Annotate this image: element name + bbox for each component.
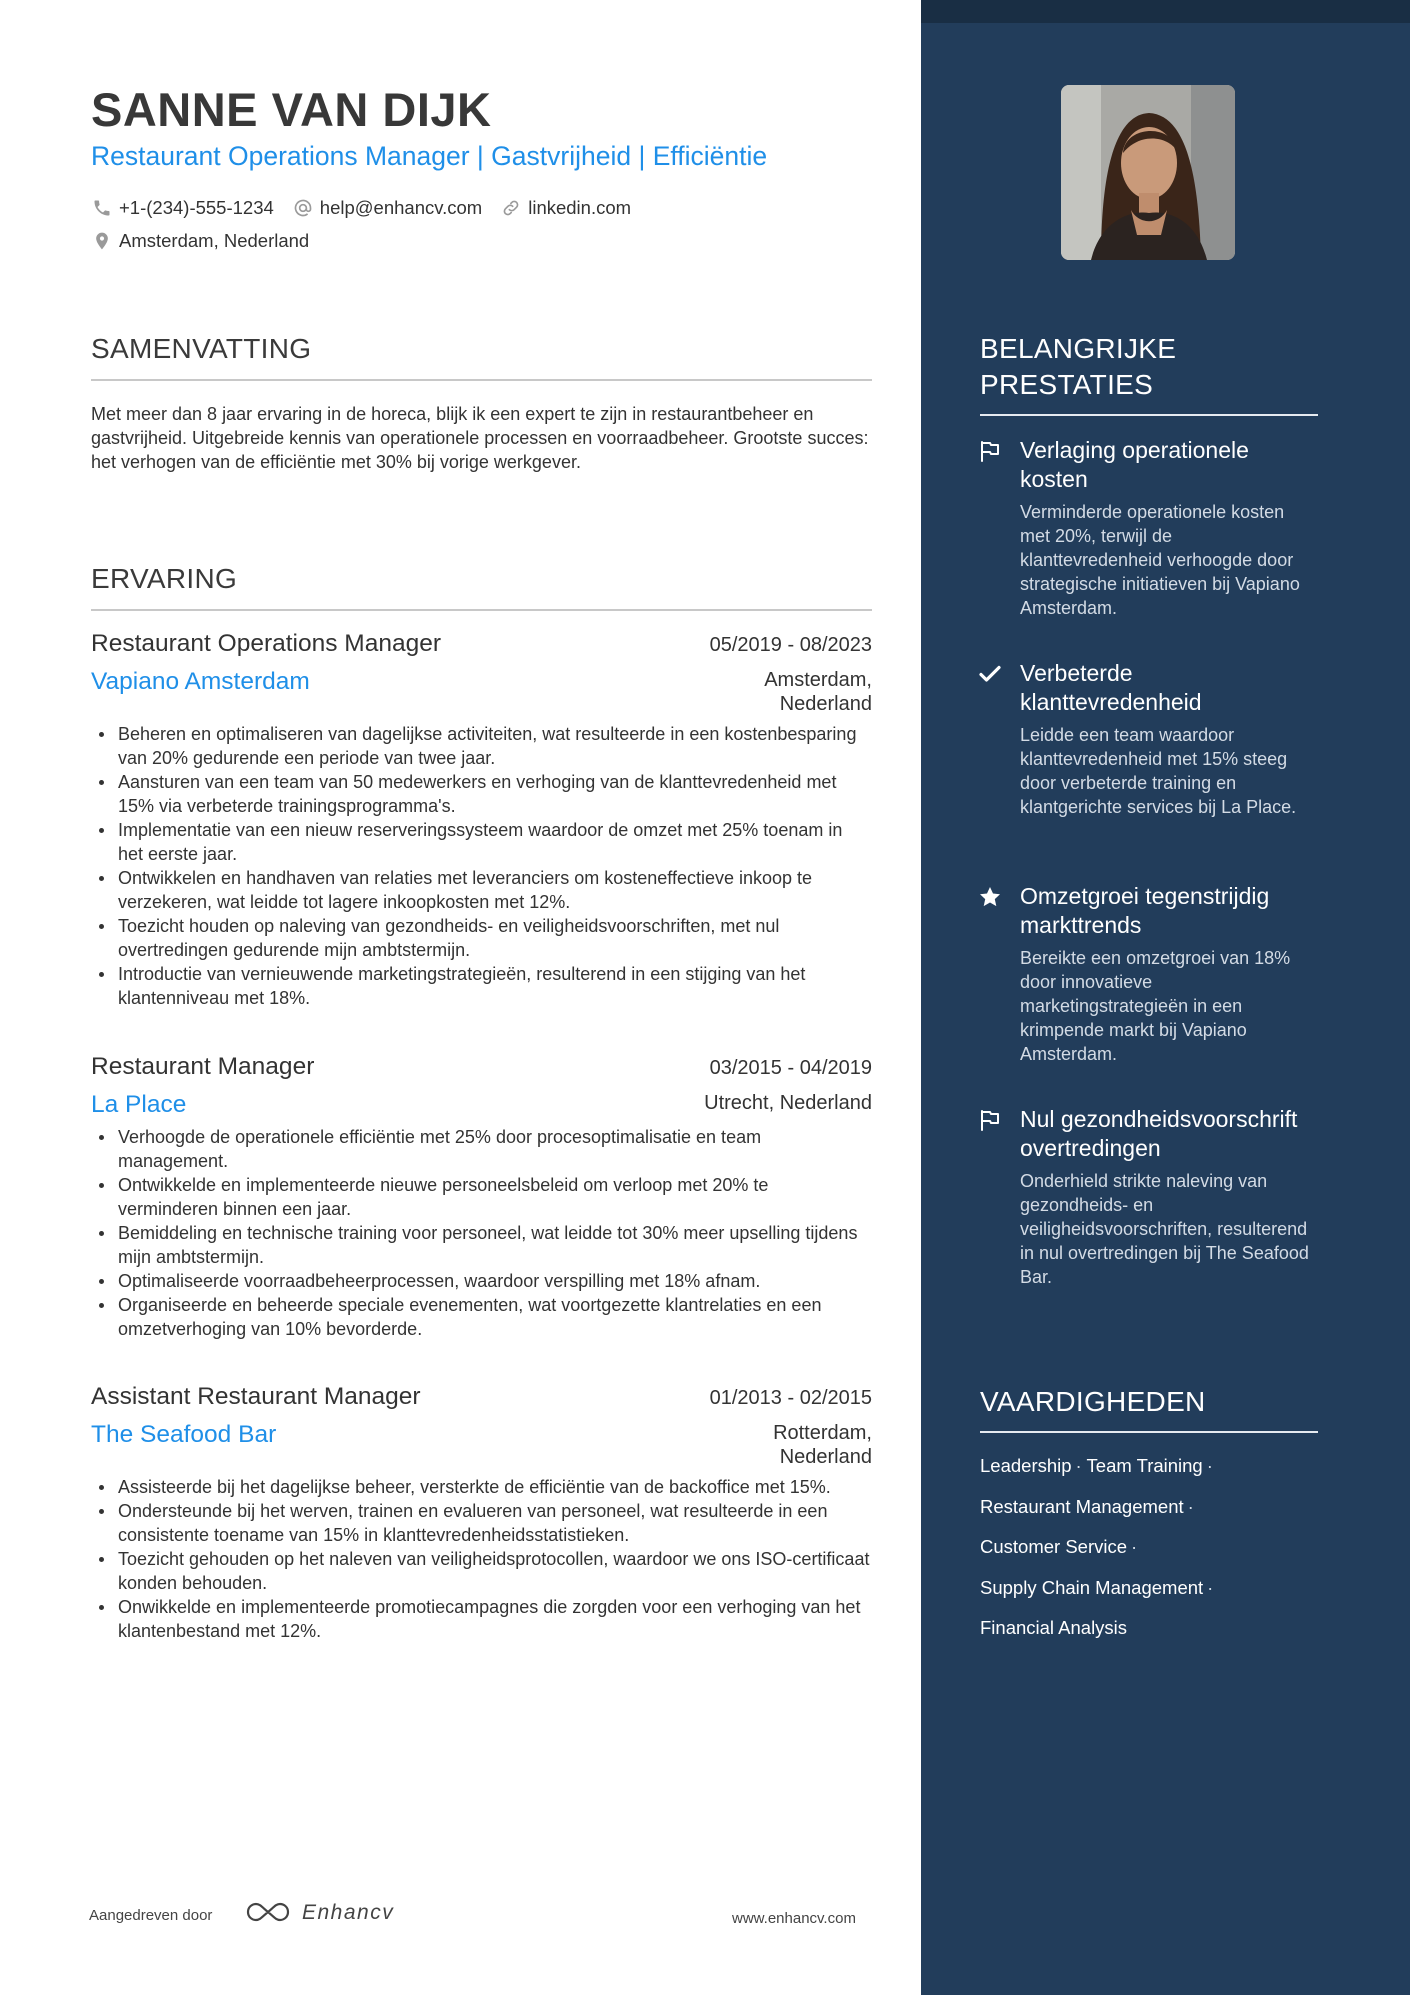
enhancv-logo-icon <box>244 1900 292 1924</box>
skill-tag: Restaurant Management <box>980 1496 1184 1517</box>
skill-separator: · <box>1207 1577 1214 1598</box>
location <box>91 230 309 252</box>
summary-text: Met meer dan 8 jaar ervaring in de horeca, blijk ik een expert te zijn in restaurantbeheer en gastvrijheid. Uitgebreide kennis van operationele processen en voorraadbeheer. Grootste succes: het verhogen van de efficiëntie met 30% bij vorige werkgever. <box>91 404 869 472</box>
skills-title: VAARDIGHEDEN <box>980 1386 1206 1417</box>
achievements-title: BELANGRIJKE PRESTATIES <box>980 333 1177 400</box>
flag-icon <box>978 1108 1004 1134</box>
job-entry <box>91 630 872 1010</box>
achievement-title: Verbeterde klanttevredenheid <box>1020 660 1202 715</box>
location-row <box>91 230 327 252</box>
job-location-line: Nederland <box>779 693 872 715</box>
skill-row <box>980 1496 1194 1518</box>
achievement-desc: Bereikte een omzetgroei van 18% door innovatieve marketingstrategieën in een krimpende markt bij Vapiano Amsterdam. <box>1020 948 1291 1064</box>
job-bullet: Beheren en optimaliseren van dagelijkse activiteiten, wat resulteerde in een kostenbesparing van 20% gedurende een periode van twee jaar. <box>91 722 872 770</box>
job-bullet: Organiseerde en beheerde speciale evenementen, wat voortgezette klantrelaties en een omzetverhoging van 10% bevorderde. <box>91 1293 872 1341</box>
job-location <box>773 1421 872 1469</box>
skill-tag: Leadership <box>980 1455 1072 1476</box>
job-company: The Seafood Bar <box>91 1421 277 1448</box>
profile-photo <box>1061 85 1235 260</box>
job-bullets <box>91 722 872 1010</box>
achievement-item <box>978 882 1318 1066</box>
job-location <box>764 668 872 716</box>
job-dates: 03/2015 - 04/2019 <box>709 1057 872 1079</box>
job-bullet: Ontwikkelen en handhaven van relaties met leveranciers om kosteneffectieve inkoop te verzekeren, wat leidde tot lagere inkoopkosten met 12%. <box>91 866 872 914</box>
skill-separator: · <box>1075 1455 1082 1476</box>
job-location-line: Nederland <box>779 1446 872 1468</box>
job-entry <box>91 1383 872 1643</box>
job-dates: 05/2019 - 08/2023 <box>709 634 872 656</box>
achievement-title: Omzetgroei tegenstrijdig markttrends <box>1020 883 1270 938</box>
phone-icon <box>91 197 113 219</box>
skill-tag: Team Training <box>1086 1455 1203 1476</box>
job-location <box>704 1091 872 1115</box>
skill-tag: Financial Analysis <box>980 1617 1128 1638</box>
job-location-line: Amsterdam, <box>764 669 872 691</box>
achievement-desc: Verminderde operationele kosten met 20%, terwijl de klanttevredenheid verhoogde door strategische initiatieven bij Vapiano Amsterdam. <box>1020 502 1300 618</box>
website-text[interactable]: linkedin.com <box>528 197 632 218</box>
skill-separator: · <box>1131 1536 1138 1557</box>
achievement-desc: Leidde een team waardoor klanttevredenheid met 15% steeg door verbeterde training en klantgerichte services bij La Place. <box>1020 725 1297 817</box>
contact-row <box>91 197 649 219</box>
job-bullet: Bemiddeling en technische training voor personeel, wat leidde tot 30% meer upselling tijdens mijn ambtstermijn. <box>91 1221 872 1269</box>
job-bullet: Ontwikkelde en implementeerde nieuwe personeelsbeleid om verloop met 20% te verminderen binnen een jaar. <box>91 1173 872 1221</box>
achievement-desc: Onderhield strikte naleving van gezondheids- en veiligheidsvoorschriften, resulterend in nul overtredingen bij The Seafood Bar. <box>1020 1171 1309 1287</box>
check-icon <box>978 662 1004 688</box>
phone-text: +1-(234)-555-1234 <box>119 197 274 218</box>
job-dates: 01/2013 - 02/2015 <box>709 1387 872 1409</box>
achievement-item <box>978 659 1318 819</box>
achievement-item <box>978 436 1318 620</box>
job-bullet: Implementatie van een nieuw reserveringssysteem waardoor de omzet met 25% toenam in het eerste jaar. <box>91 818 872 866</box>
footer-powered-by: Aangedreven door <box>89 1907 213 1924</box>
job-bullet: Optimaliseerde voorraadbeheerprocessen, waardoor verspilling met 18% afnam. <box>91 1269 872 1293</box>
footer-url[interactable]: www.enhancv.com <box>732 1910 856 1927</box>
link-icon <box>500 197 522 219</box>
job-bullet: Verhoogde de operationele efficiëntie met 25% door procesoptimalisatie en team management. <box>91 1125 872 1173</box>
skill-separator: · <box>1206 1455 1213 1476</box>
experience-divider <box>91 609 872 611</box>
location-pin-icon <box>91 230 113 252</box>
summary-title: SAMENVATTING <box>91 333 312 364</box>
skills-divider <box>980 1431 1318 1433</box>
sidebar-top-band <box>921 0 1410 23</box>
job-title: Restaurant Operations Manager <box>91 630 441 657</box>
skill-row <box>980 1455 1213 1477</box>
job-title: Restaurant Manager <box>91 1053 315 1080</box>
email[interactable] <box>292 197 482 219</box>
at-icon <box>292 197 314 219</box>
job-bullet: Introductie van vernieuwende marketingstrategieën, resulterend in een stijging van het klantenniveau met 18%. <box>91 962 872 1010</box>
email-text[interactable]: help@enhancv.com <box>319 197 483 218</box>
flag-icon <box>978 439 1004 465</box>
job-entry <box>91 1053 872 1341</box>
skill-separator: · <box>1187 1496 1194 1517</box>
location-text: Amsterdam, Nederland <box>119 230 310 251</box>
achievements-divider <box>980 414 1318 416</box>
job-location-line: Utrecht, Nederland <box>704 1092 872 1114</box>
skill-row <box>980 1617 1127 1639</box>
skill-tag: Customer Service <box>980 1536 1128 1557</box>
phone <box>91 197 274 219</box>
headline: Restaurant Operations Manager | Gastvrijheid | Efficiëntie <box>91 141 768 171</box>
skill-tag: Supply Chain Management <box>980 1577 1204 1598</box>
achievement-title: Nul gezondheidsvoorschrift overtredingen <box>1020 1106 1298 1161</box>
job-location-line: Rotterdam, <box>773 1422 872 1444</box>
star-icon <box>978 885 1004 911</box>
job-bullet: Toezicht houden op naleving van gezondheids- en veiligheidsvoorschriften, met nul overtredingen gedurende mijn ambtstermijn. <box>91 914 872 962</box>
achievement-title: Verlaging operationele kosten <box>1020 437 1249 492</box>
job-bullet: Toezicht gehouden op het naleven van veiligheidsprotocollen, waardoor we ons ISO-certificaat konden behouden. <box>91 1547 872 1595</box>
job-company: Vapiano Amsterdam <box>91 668 310 695</box>
job-bullets <box>91 1125 872 1341</box>
footer-brand: Enhancv <box>302 1901 395 1924</box>
skill-row <box>980 1536 1137 1558</box>
experience-title: ERVARING <box>91 563 238 594</box>
website[interactable] <box>500 197 631 219</box>
candidate-name: SANNE VAN DIJK <box>91 83 492 136</box>
job-bullet: Ondersteunde bij het werven, trainen en evalueren van personeel, wat resulteerde in een consistente toename van 15% in klanttevredenheidsstatistieken. <box>91 1499 872 1547</box>
job-company: La Place <box>91 1091 187 1118</box>
job-title: Assistant Restaurant Manager <box>91 1383 421 1410</box>
job-bullets <box>91 1475 872 1643</box>
job-bullet: Assisteerde bij het dagelijkse beheer, versterkte de efficiëntie van de backoffice met 15%. <box>91 1475 872 1499</box>
job-bullet: Onwikkelde en implementeerde promotiecampagnes die zorgden voor een verhoging van het klantenbestand met 12%. <box>91 1595 872 1643</box>
summary-divider <box>91 379 872 381</box>
achievement-item <box>978 1105 1318 1289</box>
job-bullet: Aansturen van een team van 50 medewerkers en verhoging van de klanttevredenheid met 15% via verbeterde trainingsprogramma's. <box>91 770 872 818</box>
skill-row <box>980 1577 1213 1599</box>
